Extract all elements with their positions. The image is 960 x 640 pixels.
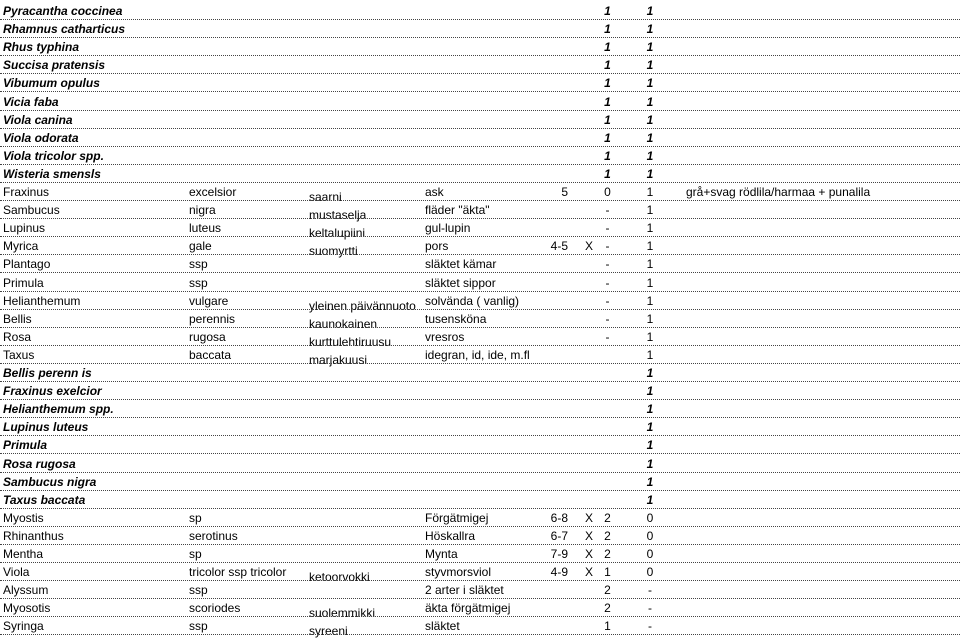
flowering-cell: 4-5 bbox=[550, 239, 568, 254]
swedish-name-cell: Mynta bbox=[425, 547, 458, 561]
table-row bbox=[0, 527, 960, 545]
species-cell: rugosa bbox=[189, 329, 226, 344]
swedish-name-cell: släktet sippor bbox=[425, 275, 496, 290]
table-row bbox=[0, 201, 960, 223]
value-a-cell: 2 bbox=[604, 510, 611, 525]
finnish-name-cell: mustaselja bbox=[309, 208, 367, 223]
note-cell: grå+svag rödlila/harmaa + punalila bbox=[686, 185, 871, 199]
latin-genus-cell: Syringa bbox=[3, 619, 44, 634]
value-b-cell: 1 bbox=[646, 275, 654, 290]
value-b-cell: 1 bbox=[646, 112, 654, 127]
value-b-cell: - bbox=[648, 619, 652, 634]
value-a-cell: 2 bbox=[604, 547, 611, 561]
value-b-cell: 1 bbox=[646, 221, 654, 236]
value-b-cell: 1 bbox=[646, 347, 654, 362]
swedish-name-cell: solvända ( vanlig) bbox=[425, 293, 520, 308]
value-b-cell: 1 bbox=[646, 492, 654, 507]
swedish-name-cell: tusensköna bbox=[425, 311, 487, 326]
value-a-cell: 1 bbox=[604, 4, 611, 18]
finnish-name-cell: kaunokainen bbox=[309, 316, 378, 331]
value-a-cell: - bbox=[605, 311, 610, 326]
value-b-cell: 1 bbox=[646, 40, 654, 55]
value-b-cell: 1 bbox=[646, 58, 654, 73]
finnish-name-cell: keltalupiini bbox=[309, 226, 366, 241]
swedish-name-cell: släktet bbox=[425, 619, 460, 634]
mark-cell: X bbox=[584, 510, 593, 525]
table-row bbox=[0, 165, 960, 183]
value-a-cell: - bbox=[605, 239, 610, 254]
latin-genus-cell: Mentha bbox=[3, 547, 44, 561]
value-a-cell: 1 bbox=[604, 40, 611, 55]
species-cell: baccata bbox=[189, 347, 232, 362]
table-row bbox=[0, 563, 960, 585]
table-row bbox=[0, 545, 960, 563]
flowering-cell: 6-7 bbox=[550, 528, 568, 543]
latin-genus-cell: Fraxinus bbox=[3, 185, 50, 199]
value-b-cell: 1 bbox=[646, 456, 654, 471]
table-row bbox=[0, 274, 960, 292]
table-row bbox=[0, 237, 960, 259]
latin-genus-cell: Plantago bbox=[3, 257, 51, 272]
finnish-name-cell: marjakuusi bbox=[309, 352, 368, 367]
latin-genus-cell: Taxus bbox=[3, 347, 35, 362]
flowering-cell: 6-8 bbox=[550, 510, 568, 525]
swedish-name-cell: styvmorsviol bbox=[425, 565, 492, 580]
table-row bbox=[0, 183, 960, 204]
table-row bbox=[0, 147, 960, 165]
swedish-name-cell: 2 arter i släktet bbox=[425, 583, 504, 598]
swedish-name-cell: äkta förgätmigej bbox=[425, 601, 511, 616]
latin-genus-cell: Bellis bbox=[3, 311, 32, 326]
value-b-cell: 1 bbox=[646, 311, 654, 326]
value-b-cell: 0 bbox=[646, 510, 654, 525]
species-cell: ssp bbox=[189, 275, 208, 290]
value-a-cell: 1 bbox=[604, 76, 611, 91]
latin-genus-cell: Wisteria smensls bbox=[3, 166, 101, 181]
value-a-cell: - bbox=[605, 275, 610, 290]
latin-genus-cell: Rosa rugosa bbox=[3, 456, 76, 471]
value-a-cell: 2 bbox=[604, 583, 611, 598]
table-row bbox=[0, 219, 960, 241]
flowering-cell: 5 bbox=[561, 185, 568, 199]
value-a-cell: 1 bbox=[604, 112, 611, 127]
latin-genus-cell: Primula bbox=[3, 275, 44, 290]
latin-genus-cell: Rhamnus catharticus bbox=[3, 22, 126, 37]
value-b-cell: 0 bbox=[646, 565, 654, 580]
mark-cell: X bbox=[584, 547, 593, 561]
table-row bbox=[0, 56, 960, 74]
swedish-name-cell: vresros bbox=[425, 329, 465, 344]
species-cell: sp bbox=[189, 547, 202, 561]
table-row bbox=[0, 129, 960, 147]
swedish-name-cell: ask bbox=[425, 185, 444, 199]
value-b-cell: 1 bbox=[646, 438, 654, 453]
species-cell: gale bbox=[189, 239, 212, 254]
species-cell: serotinus bbox=[189, 528, 238, 543]
swedish-name-cell: släktet kämar bbox=[425, 257, 497, 272]
table-row bbox=[0, 509, 960, 527]
value-a-cell: 1 bbox=[604, 22, 611, 37]
value-b-cell: 1 bbox=[646, 474, 654, 489]
species-cell: ssp bbox=[189, 619, 208, 634]
table-row bbox=[0, 382, 960, 400]
value-a-cell: - bbox=[605, 221, 610, 236]
value-b-cell: 1 bbox=[646, 366, 654, 380]
value-a-cell: 1 bbox=[604, 166, 611, 181]
value-b-cell: 1 bbox=[646, 94, 654, 109]
value-b-cell: 1 bbox=[646, 203, 654, 218]
value-a-cell: 1 bbox=[604, 565, 611, 580]
species-cell: nigra bbox=[189, 203, 216, 218]
species-cell: ssp bbox=[189, 583, 208, 598]
latin-genus-cell: Taxus baccata bbox=[3, 492, 86, 507]
latin-genus-cell: Vibumum opulus bbox=[3, 76, 100, 91]
latin-genus-cell: Sambucus nigra bbox=[3, 474, 97, 489]
table-row bbox=[0, 400, 960, 418]
latin-genus-cell: Myrica bbox=[3, 239, 39, 254]
value-b-cell: 1 bbox=[646, 329, 654, 344]
swedish-name-cell: Förgätmigej bbox=[425, 510, 489, 525]
value-a-cell: 2 bbox=[604, 601, 611, 616]
value-b-cell: 1 bbox=[646, 76, 654, 91]
value-b-cell: 1 bbox=[646, 22, 654, 37]
value-b-cell: 1 bbox=[646, 420, 654, 435]
latin-genus-cell: Viola odorata bbox=[3, 130, 79, 145]
latin-genus-cell: Rhinanthus bbox=[3, 528, 64, 543]
value-a-cell: - bbox=[605, 203, 610, 218]
value-a-cell: - bbox=[605, 257, 610, 272]
value-b-cell: 1 bbox=[646, 148, 654, 163]
flowering-cell: 4-9 bbox=[550, 565, 568, 580]
table-row bbox=[0, 20, 960, 38]
value-a-cell: - bbox=[605, 329, 610, 344]
finnish-name-cell: kurttulehtiruusu bbox=[309, 334, 392, 349]
species-cell: ssp bbox=[189, 257, 208, 272]
table-row bbox=[0, 364, 960, 382]
value-b-cell: 1 bbox=[646, 402, 654, 417]
table-row bbox=[0, 418, 960, 436]
mark-cell: X bbox=[584, 528, 593, 543]
value-b-cell: 1 bbox=[646, 293, 654, 308]
value-a-cell: - bbox=[605, 293, 610, 308]
table-row bbox=[0, 436, 960, 454]
table-row bbox=[0, 111, 960, 129]
value-b-cell: 1 bbox=[646, 130, 654, 145]
swedish-name-cell: Höskallra bbox=[425, 528, 476, 543]
value-b-cell: 0 bbox=[646, 528, 654, 543]
species-cell: vulgare bbox=[189, 293, 229, 308]
value-a-cell: 2 bbox=[604, 528, 611, 543]
latin-genus-cell: Bellis perenn is bbox=[3, 366, 92, 380]
latin-genus-cell: Vicia faba bbox=[3, 94, 59, 109]
value-b-cell: - bbox=[648, 583, 652, 598]
species-cell: excelsior bbox=[189, 185, 237, 199]
value-b-cell: 1 bbox=[646, 185, 654, 199]
flowering-cell: 7-9 bbox=[550, 547, 568, 561]
latin-genus-cell: Alyssum bbox=[3, 583, 49, 598]
value-a-cell: 1 bbox=[604, 94, 611, 109]
latin-genus-cell: Myostis bbox=[3, 510, 44, 525]
value-b-cell: 1 bbox=[646, 166, 654, 181]
latin-genus-cell: Rosa bbox=[3, 329, 32, 344]
table-row bbox=[0, 310, 960, 331]
latin-genus-cell: Succisa pratensis bbox=[3, 58, 106, 73]
species-cell: sp bbox=[189, 510, 202, 525]
latin-genus-cell: Pyracantha coccinea bbox=[3, 4, 123, 18]
value-a-cell: 1 bbox=[604, 130, 611, 145]
table-row bbox=[0, 599, 960, 621]
species-cell: tricolor ssp tricolor bbox=[189, 565, 287, 580]
finnish-name-cell: suomyrtti bbox=[309, 244, 358, 259]
table-row bbox=[0, 93, 960, 111]
value-b-cell: 1 bbox=[646, 257, 654, 272]
species-cell: scoriodes bbox=[189, 601, 241, 616]
swedish-name-cell: gul-lupin bbox=[425, 221, 471, 236]
swedish-name-cell: fläder "äkta" bbox=[425, 203, 490, 218]
latin-genus-cell: Viola bbox=[3, 565, 30, 580]
mark-cell: X bbox=[584, 239, 593, 254]
latin-genus-cell: Lupinus luteus bbox=[3, 420, 89, 435]
latin-genus-cell: Myosotis bbox=[3, 601, 51, 616]
value-a-cell: 1 bbox=[604, 148, 611, 163]
value-a-cell: 1 bbox=[604, 619, 611, 634]
table-row bbox=[0, 581, 960, 599]
value-b-cell: - bbox=[648, 601, 652, 616]
value-a-cell: 1 bbox=[604, 58, 611, 73]
table-row bbox=[0, 346, 960, 367]
finnish-name-cell: suolemmikki bbox=[309, 606, 376, 621]
table-row bbox=[0, 2, 960, 20]
latin-genus-cell: Helianthemum spp. bbox=[3, 402, 114, 417]
finnish-name-cell: syreeni bbox=[309, 624, 348, 639]
latin-genus-cell: Fraxinus exelcior bbox=[3, 384, 102, 399]
latin-genus-cell: Primula bbox=[3, 438, 48, 453]
table-row bbox=[0, 38, 960, 56]
table-row bbox=[0, 473, 960, 491]
finnish-name-cell: ketoorvokki bbox=[309, 570, 370, 585]
table-row bbox=[0, 74, 960, 92]
latin-genus-cell: Sambucus bbox=[3, 203, 60, 218]
latin-genus-cell: Helianthemum bbox=[3, 293, 81, 308]
finnish-name-cell: saarni bbox=[309, 190, 342, 204]
value-b-cell: 1 bbox=[646, 4, 654, 18]
species-cell: perennis bbox=[189, 311, 236, 326]
value-b-cell: 1 bbox=[646, 384, 654, 399]
mark-cell: X bbox=[584, 565, 593, 580]
table-row bbox=[0, 255, 960, 273]
latin-genus-cell: Rhus typhina bbox=[3, 40, 80, 55]
value-a-cell: 0 bbox=[604, 185, 611, 199]
table-row bbox=[0, 328, 960, 349]
latin-genus-cell: Viola tricolor spp. bbox=[3, 148, 104, 163]
table-row bbox=[0, 491, 960, 509]
table-row bbox=[0, 292, 960, 313]
table-row bbox=[0, 455, 960, 473]
latin-genus-cell: Lupinus bbox=[3, 221, 46, 236]
latin-genus-cell: Viola canina bbox=[3, 112, 73, 127]
value-b-cell: 1 bbox=[646, 239, 654, 254]
species-cell: luteus bbox=[189, 221, 222, 236]
value-b-cell: 0 bbox=[646, 547, 654, 561]
swedish-name-cell: pors bbox=[425, 239, 449, 254]
finnish-name-cell: yleinen päivännuoto bbox=[309, 298, 416, 313]
swedish-name-cell: idegran, id, ide, m.fl bbox=[425, 347, 530, 362]
